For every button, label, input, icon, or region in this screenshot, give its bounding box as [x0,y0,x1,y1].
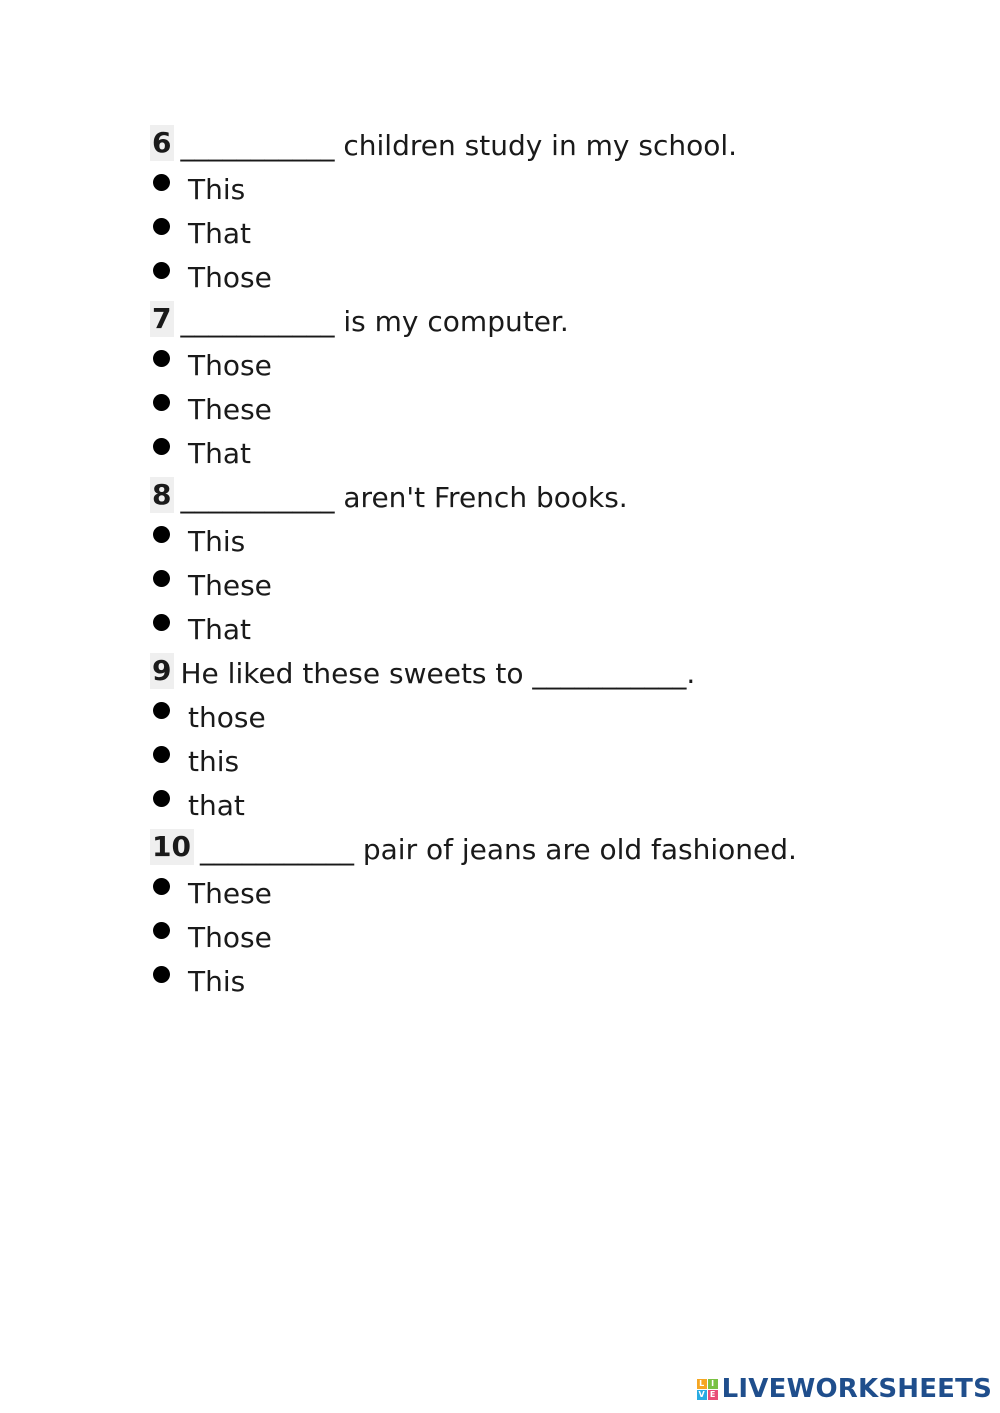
bullet-icon [153,790,170,807]
bullet-icon [153,218,170,235]
option-label: That [188,217,251,250]
answer-option[interactable] [150,916,910,960]
question-number: 7 [150,301,174,337]
question-number: 6 [150,125,174,161]
question-prompt [150,300,910,344]
logo-letter: L [697,1379,707,1389]
option-label: This [188,965,246,998]
logo-letter: I [708,1379,718,1389]
question-number: 9 [150,653,174,689]
option-label: this [188,745,240,778]
bullet-icon [153,966,170,983]
answer-option[interactable] [150,256,910,300]
question-prompt [150,124,910,168]
question-text: ___________ pair of jeans are old fashioned. [199,833,797,866]
option-label: Those [188,261,272,294]
answer-option[interactable] [150,784,910,828]
option-label: These [188,569,272,602]
bullet-icon [153,174,170,191]
option-label: that [188,789,245,822]
question-text: ___________ is my computer. [180,305,569,338]
logo-text: LIVEWORKSHEETS [721,1374,992,1404]
logo-letter: E [708,1390,718,1400]
answer-option[interactable] [150,740,910,784]
question-text: ___________ aren't French books. [180,481,628,514]
bullet-icon [153,878,170,895]
bullet-icon [153,746,170,763]
question-number: 8 [150,477,174,513]
bullet-icon [153,262,170,279]
worksheet [150,124,910,1004]
bullet-icon [153,438,170,455]
answer-option[interactable] [150,168,910,212]
option-label: Those [188,921,272,954]
option-label: These [188,393,272,426]
question-prompt [150,652,910,696]
answer-option[interactable] [150,608,910,652]
question-text: ___________ children study in my school. [180,129,738,162]
answer-option[interactable] [150,212,910,256]
answer-option[interactable] [150,696,910,740]
option-label: These [188,877,272,910]
answer-option[interactable] [150,960,910,1004]
answer-option[interactable] [150,388,910,432]
question-prompt [150,476,910,520]
answer-option[interactable] [150,432,910,476]
option-label: This [188,525,246,558]
question-6 [150,124,910,300]
question-prompt [150,828,910,872]
bullet-icon [153,570,170,587]
question-text: He liked these sweets to ___________. [180,657,696,690]
answer-option[interactable] [150,520,910,564]
answer-option[interactable] [150,872,910,916]
bullet-icon [153,394,170,411]
answer-option[interactable] [150,344,910,388]
option-label: those [188,701,266,734]
option-label: That [188,613,251,646]
question-number: 10 [150,829,194,865]
question-8 [150,476,910,652]
bullet-icon [153,702,170,719]
question-7 [150,300,910,476]
bullet-icon [153,350,170,367]
answer-option[interactable] [150,564,910,608]
liveworksheets-logo [697,1371,992,1407]
logo-letter: V [698,1389,705,1399]
option-label: That [188,437,251,470]
option-label: This [188,173,246,206]
bullet-icon [153,922,170,939]
bullet-icon [153,526,170,543]
option-label: Those [188,349,272,382]
question-10 [150,828,910,1004]
question-9 [150,652,910,828]
logo-mark-icon [697,1379,718,1400]
bullet-icon [153,614,170,631]
